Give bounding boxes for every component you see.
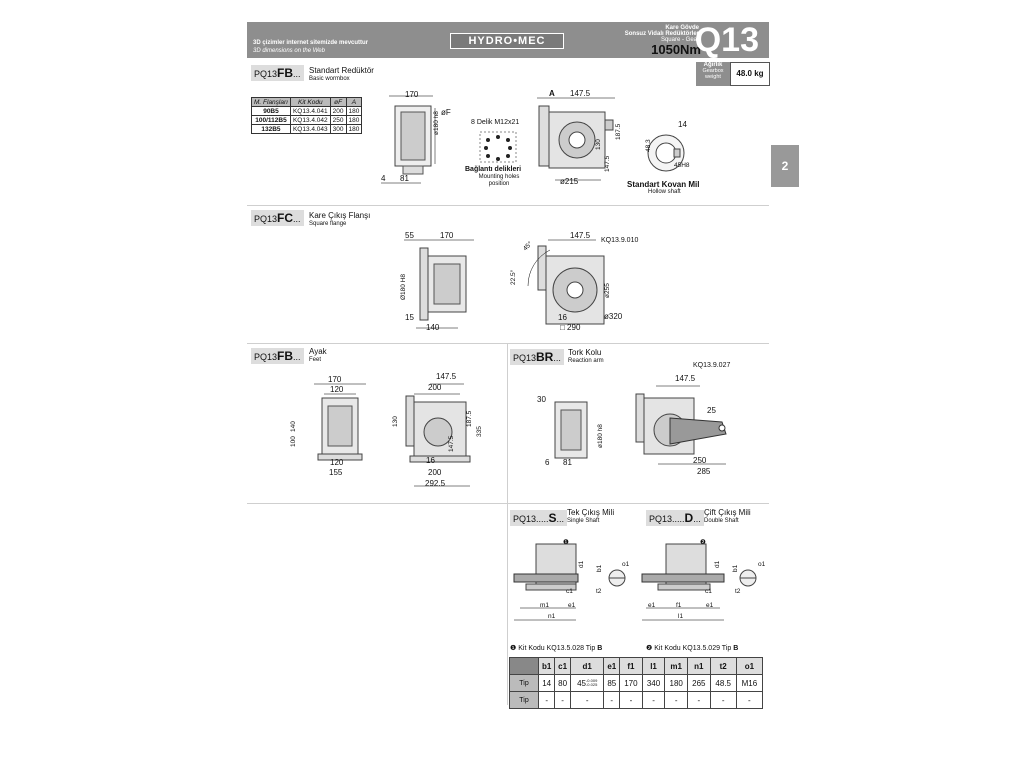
callout-1: ❶ — [563, 539, 569, 546]
dim-label: 120 — [330, 458, 344, 467]
product-line — [625, 25, 699, 44]
dim-label: 292.5 — [425, 479, 446, 488]
th-f1: f1 — [620, 658, 643, 675]
dim-label: 100 — [290, 436, 297, 447]
th-b1: b1 — [539, 658, 555, 675]
callout-2: ❷ — [700, 539, 706, 546]
cell: 180 — [346, 107, 362, 116]
dim-label: 140 — [290, 421, 297, 432]
th-d1: d1 — [570, 658, 604, 675]
cell: - — [539, 692, 555, 709]
cell: - — [710, 692, 736, 709]
dim-label: 140 — [426, 323, 440, 332]
dim-label: l1 — [678, 613, 684, 620]
dim-label: t2 — [735, 588, 741, 595]
dim-label: c1 — [705, 588, 712, 595]
section-title-fc — [309, 211, 370, 229]
dim-label: c1 — [566, 588, 573, 595]
dim-label: 4 — [381, 174, 386, 183]
th-a: A — [346, 98, 362, 107]
cell: - — [555, 692, 571, 709]
title-tr: Tek Çıkış Mili — [567, 508, 615, 517]
title-tr: Tork Kolu — [568, 348, 602, 357]
table-row — [510, 675, 763, 692]
cell: - — [736, 692, 762, 709]
code-bold: S — [548, 511, 557, 525]
kit-code-label: KQ13.9.010 — [601, 237, 639, 244]
th-of: øF — [330, 98, 346, 107]
cell: 180 — [346, 116, 362, 125]
title-en: Reaction arm — [568, 358, 604, 364]
code-prefix: PQ13 — [513, 353, 537, 363]
br-side-drawing — [545, 396, 595, 466]
cell: - — [570, 692, 604, 709]
weight-box — [696, 62, 768, 86]
shaft-title-en: Hollow shaft — [648, 189, 681, 195]
th-kit: Kit Kodu — [290, 98, 330, 107]
holes-title-tr: Bağlantı delikleri — [465, 166, 522, 173]
code-bold: FB — [277, 66, 294, 80]
section-title-fb — [309, 66, 374, 84]
divider — [247, 343, 769, 344]
dim-label: 16 — [558, 313, 567, 322]
cell: 180 — [665, 675, 688, 692]
kit-note-type: B — [733, 645, 739, 652]
dim-label: f1 — [676, 602, 682, 609]
dim-label: A — [549, 89, 555, 98]
th-n1: n1 — [688, 658, 711, 675]
dim-label: m1 — [540, 602, 550, 609]
title-tr: Standart Redüktör — [309, 66, 374, 75]
code-prefix: PQ13 — [254, 214, 278, 224]
table-row — [252, 107, 362, 116]
table-header — [252, 98, 362, 107]
cell-value: 45 — [577, 678, 586, 688]
cell: 100/112B5 — [252, 116, 291, 125]
dim-label: 45° — [521, 240, 534, 253]
code-dots: ... — [553, 353, 561, 363]
web-note-en: 3D dimensions on the Web — [253, 48, 325, 54]
dim-label: b1 — [732, 564, 739, 572]
cell: 340 — [642, 675, 665, 692]
weight-value: 48.0 kg — [730, 62, 770, 86]
dim-label: 250 — [693, 456, 707, 465]
dim-label: 30 — [537, 395, 546, 404]
dim-label: 14 — [678, 120, 687, 129]
product-line-1: Kare Gövde — [665, 25, 699, 31]
cell: 180 — [346, 125, 362, 134]
title-en: Double Shaft — [704, 518, 739, 524]
th-e1: e1 — [604, 658, 620, 675]
product-line-3: Square - Gear — [660, 37, 699, 44]
dim-label: 200 — [428, 383, 442, 392]
dim-label: 25 — [707, 406, 716, 415]
dim-label: 170 — [405, 90, 419, 99]
dim-label: n1 — [548, 613, 556, 620]
section-title-br — [568, 348, 604, 366]
code-prefix: PQ13 — [254, 69, 278, 79]
dim-label: ø180 h8 — [597, 424, 604, 448]
title-en: Single Shaft — [567, 518, 600, 524]
cell: 85 — [604, 675, 620, 692]
table-row — [252, 125, 362, 134]
double-shaft-drawing — [640, 538, 765, 626]
mount-spec: 8 Delik M12x21 — [471, 119, 520, 126]
dim-label: 147.5 — [604, 155, 611, 172]
code-prefix: PQ13..... — [649, 514, 685, 524]
th-l1: l1 — [642, 658, 665, 675]
code-dots: ... — [293, 69, 301, 79]
dim-label: 45H8 — [674, 162, 690, 169]
dim-label: 155 — [329, 468, 343, 477]
title-tr: Ayak — [309, 347, 327, 356]
dim-label: 15 — [405, 313, 414, 322]
th-m1: m1 — [665, 658, 688, 675]
title-en: Basic wormbox — [309, 76, 350, 82]
tol-upper: -0.009 — [585, 678, 598, 684]
dim-label: t2 — [596, 588, 602, 595]
cell: KQ13.4.042 — [290, 116, 330, 125]
dim-label: øF — [441, 108, 451, 117]
title-tr: Kare Çıkış Flanşı — [309, 211, 371, 220]
row-label: Tip — [510, 692, 539, 709]
dim-label: o1 — [758, 561, 766, 568]
dim-label: ø180 h8 — [433, 111, 440, 135]
code-bold: FC — [277, 211, 294, 225]
section-title-d — [704, 508, 751, 526]
kit-note-text: ❶ Kit Kodu KQ13.5.028 Tip — [510, 645, 598, 652]
table-row — [252, 116, 362, 125]
cell: 300 — [330, 125, 346, 134]
dim-label: 285 — [697, 467, 711, 476]
cell: 250 — [330, 116, 346, 125]
section-title-s — [567, 508, 614, 526]
dim-label: 147.5 — [570, 231, 591, 240]
dim-label: 48.3 — [645, 139, 652, 152]
single-shaft-drawing — [512, 538, 632, 626]
tolerance — [586, 679, 597, 687]
th-o1: o1 — [736, 658, 762, 675]
torque-rating: 1050Nm — [651, 42, 701, 57]
title-tr: Çift Çıkış Mili — [704, 508, 751, 517]
dim-label: 130 — [595, 139, 602, 150]
code-dots: ... — [556, 514, 565, 524]
dim-label: d1 — [578, 560, 585, 568]
dim-label: 130 — [392, 416, 399, 427]
cell: 170 — [620, 675, 643, 692]
cell: 200 — [330, 107, 346, 116]
kit-note-type: B — [597, 645, 603, 652]
cell: M16 — [736, 675, 762, 692]
dim-label: 16 — [426, 456, 435, 465]
code-prefix: PQ13..... — [513, 514, 549, 524]
title-en: Feet — [309, 357, 322, 363]
shaft-title-tr: Standart Kovan Mil — [627, 180, 700, 189]
model-title: Q13 — [694, 21, 759, 59]
dim-label: 200 — [428, 468, 442, 477]
cell: KQ13.4.041 — [290, 107, 330, 116]
tol-lower: -0.025 — [585, 682, 598, 688]
title-en: Square flange — [309, 221, 347, 227]
cell: 80 — [555, 675, 571, 692]
section-code-fb — [251, 65, 304, 81]
gearbox-side-drawing — [375, 88, 455, 188]
dim-label: 147.5 — [570, 89, 591, 98]
dim-label: 120 — [330, 385, 344, 394]
th-blank — [510, 658, 539, 675]
dim-label: 187.5 — [466, 410, 473, 427]
dim-label: 335 — [476, 426, 483, 437]
code-dots: ... — [293, 352, 301, 362]
table-row — [510, 692, 763, 709]
cell: 14 — [539, 675, 555, 692]
kit-note-1 — [510, 644, 602, 652]
hollow-shaft-drawing — [640, 128, 695, 178]
dim-label: 22.5° — [510, 269, 517, 285]
dim-label: o1 — [622, 561, 630, 568]
code-bold: FB — [277, 349, 294, 363]
code-prefix: PQ13 — [254, 352, 278, 362]
dim-label: 81 — [400, 174, 409, 183]
kit-code-label: KQ13.9.027 — [693, 362, 731, 369]
kit-note-2 — [646, 644, 738, 652]
cell: - — [665, 692, 688, 709]
dim-label: d1 — [714, 560, 721, 568]
dim-label: 170 — [440, 231, 454, 240]
section-code-br — [510, 349, 564, 365]
mounting-holes-icon — [478, 130, 518, 164]
weight-label-tr: Ağırlık — [703, 62, 723, 68]
dim-label: 147.5 — [675, 374, 696, 383]
th-t2: t2 — [710, 658, 736, 675]
dim-label: ø215 — [560, 177, 579, 186]
cell: - — [620, 692, 643, 709]
section-code-s — [510, 510, 567, 526]
weight-label — [696, 62, 730, 86]
dim-label: □ 290 — [560, 323, 581, 332]
code-dots: ... — [693, 514, 701, 524]
cell: 90B5 — [252, 107, 291, 116]
shaft-dimension-table — [509, 657, 763, 709]
dim-label: 55 — [405, 231, 414, 240]
weight-label-en: Gearbox weight — [702, 68, 724, 80]
dim-label: 147.5 — [448, 435, 455, 452]
cell-d1 — [570, 675, 604, 692]
dim-label: 187.5 — [615, 123, 622, 140]
cell: 132B5 — [252, 125, 291, 134]
th-flange: M. Flanşları — [252, 98, 291, 107]
dim-label: Ø180 H8 — [400, 273, 407, 300]
page-tab[interactable]: 2 — [771, 145, 799, 187]
dim-label: 147.5 — [436, 372, 457, 381]
table-header — [510, 658, 763, 675]
cell: 48.5 — [710, 675, 736, 692]
cell: 265 — [688, 675, 711, 692]
header-bar — [247, 22, 769, 58]
dim-label: e1 — [648, 602, 656, 609]
dim-label: 81 — [563, 458, 572, 467]
dim-label: b1 — [596, 564, 603, 572]
holes-title-en: Mounting holes position — [478, 174, 520, 187]
section-code-feet — [251, 348, 304, 364]
dim-label: ø255 — [604, 283, 611, 298]
dim-label: 6 — [545, 458, 550, 467]
cell: - — [688, 692, 711, 709]
code-bold: BR — [536, 350, 554, 364]
code-bold: D — [684, 511, 694, 525]
divider — [247, 503, 769, 504]
gearbox-front-drawing — [535, 92, 625, 187]
brand-logo: HYDRO•MEC — [450, 33, 564, 49]
section-title-feet — [309, 347, 327, 365]
section-code-d — [646, 510, 704, 526]
row-label: Tip — [510, 675, 539, 692]
br-front-drawing — [630, 382, 740, 477]
web-note-tr: 3D çizimler internet sitemizde mevcuttur — [253, 40, 369, 46]
dim-label: 170 — [328, 375, 342, 384]
cell: KQ13.4.043 — [290, 125, 330, 134]
cell: - — [604, 692, 620, 709]
kit-note-text: ❷ Kit Kodu KQ13.5.029 Tip — [646, 645, 734, 652]
flange-table — [251, 97, 362, 134]
th-c1: c1 — [555, 658, 571, 675]
dim-label: e1 — [568, 602, 576, 609]
code-dots: ... — [293, 214, 301, 224]
product-line-2: Sonsuz Vidalı Redüktörler — [624, 31, 699, 38]
dim-label: e1 — [706, 602, 714, 609]
dim-label: ø320 — [604, 312, 623, 321]
cell: - — [642, 692, 665, 709]
section-code-fc — [251, 210, 304, 226]
divider — [507, 343, 508, 705]
divider — [247, 205, 769, 206]
